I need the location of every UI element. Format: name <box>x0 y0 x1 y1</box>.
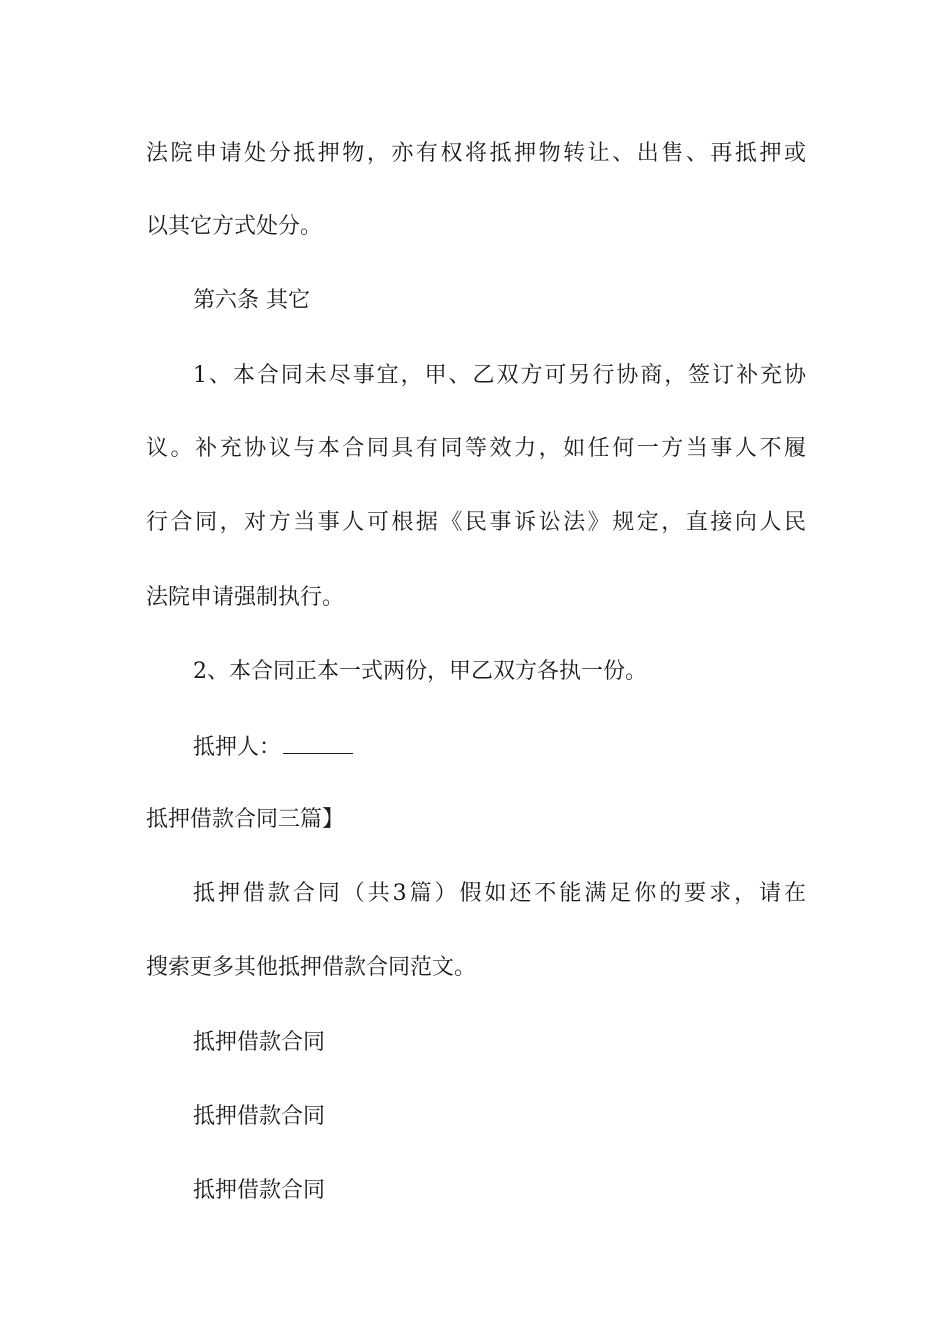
paragraph-line: 1、本合同未尽事宜，甲、乙双方可另行协商，签订补充协 <box>193 363 806 388</box>
signature-line <box>193 731 806 763</box>
paragraph-line: 行合同，对方当事人可根据《民事诉讼法》规定，直接向人民 <box>146 510 806 535</box>
list-item: 抵押借款合同 <box>193 1104 326 1129</box>
paragraph-line: 法院申请强制执行。 <box>146 585 345 610</box>
section-heading: 第六条 其它 <box>193 288 310 313</box>
paragraph-line: 抵押借款合同（共3篇）假如还不能满足你的要求，请在 <box>193 881 806 906</box>
list-item: 抵押借款合同 <box>193 1178 326 1203</box>
paragraph-line: 2、本合同正本一式两份，甲乙双方各执一份。 <box>193 659 647 684</box>
section-title: 抵押借款合同三篇】 <box>146 807 345 832</box>
signature-blank <box>283 731 353 754</box>
mortgagor-label: 抵押人： <box>193 735 282 760</box>
paragraph-line: 议。补充协议与本合同具有同等效力，如任何一方当事人不履 <box>146 436 806 461</box>
paragraph-line: 以其它方式处分。 <box>146 214 323 239</box>
paragraph-line: 法院申请处分抵押物，亦有权将抵押物转让、出售、再抵押或 <box>146 141 806 166</box>
paragraph-line: 搜索更多其他抵押借款合同范文。 <box>146 955 477 980</box>
list-item: 抵押借款合同 <box>193 1030 326 1055</box>
